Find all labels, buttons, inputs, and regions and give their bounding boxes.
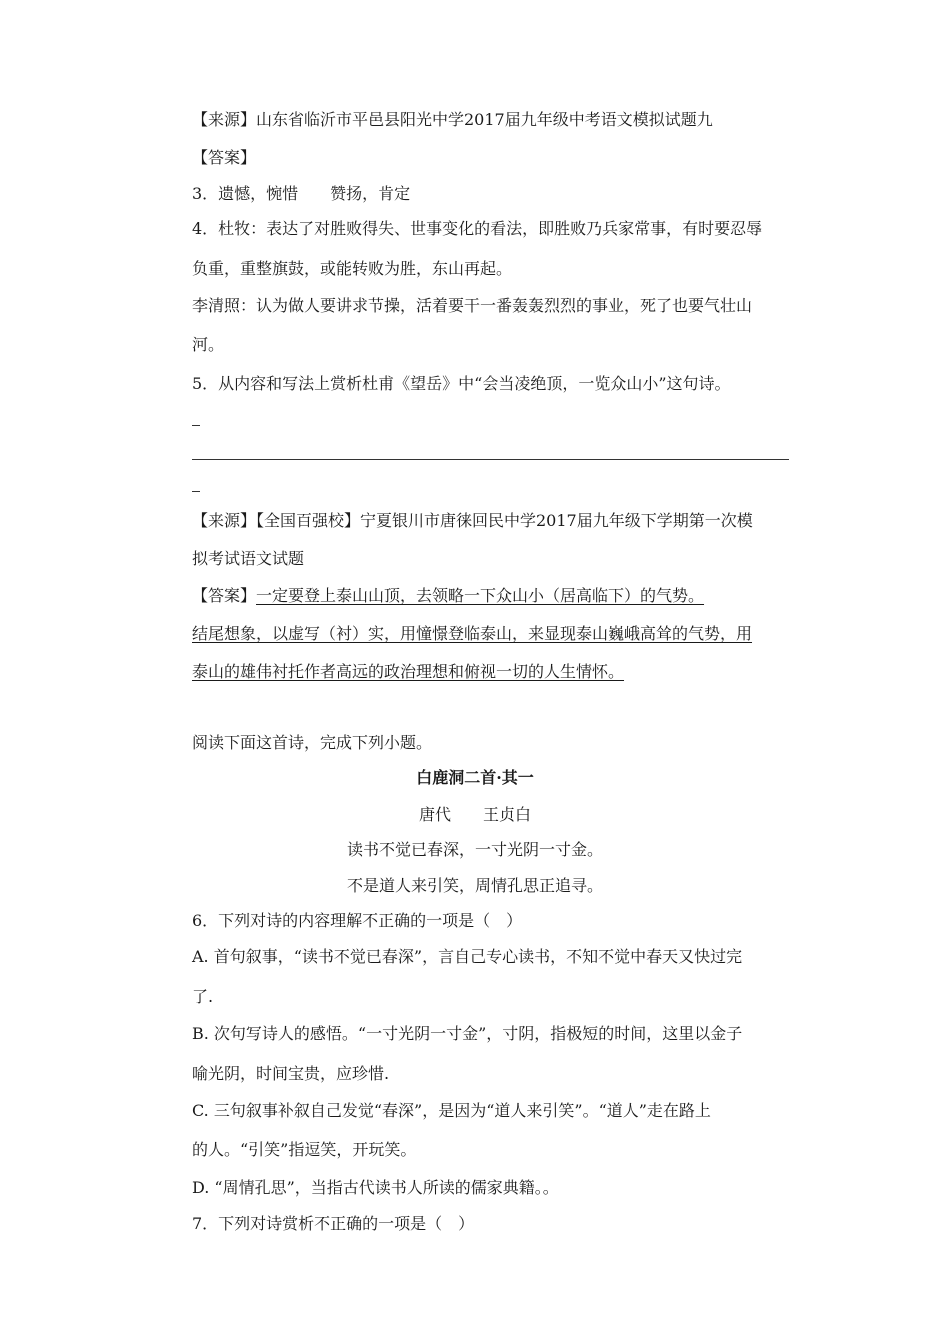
answer-5-line-1 [192, 586, 704, 606]
option-c-line-2: 的人。“引笑”指逗笑，开玩笑。 [192, 1140, 417, 1159]
option-a-line-1: A. 首句叙事，“读书不觉已春深”，言自己专心读书，不知不觉中春天又快过完 [192, 947, 743, 966]
answer-4-line-2: 负重，重整旗鼓，或能转败为胜，东山再起。 [192, 259, 513, 278]
option-c-line-1: C. 三句叙事补叙自己发觉“春深”，是因为“道人来引笑”。“道人”走在路上 [192, 1101, 711, 1120]
source-line-1: 【来源】山东省临沂市平邑县阳光中学2017届九年级中考语文模拟试题九 [192, 110, 713, 129]
poem-author: 唐代 王贞白 [418, 805, 531, 824]
source-line-2b: 拟考试语文试题 [192, 549, 305, 568]
source-line-2a: 【来源】【全国百强校】宁夏银川市唐徕回民中学2017届九年级下学期第一次模 [192, 511, 753, 530]
question-6: 6．下列对诗的内容理解不正确的一项是（ ） [192, 911, 523, 930]
poem-title: 白鹿洞二首·其一 [416, 768, 534, 787]
answer-4-line-3: 李清照：认为做人要讲求节操，活着要干一番轰轰烈烈的事业，死了也要气壮山 [192, 296, 753, 315]
option-b-line-2: 喻光阴，时间宝贵，应珍惜. [192, 1064, 390, 1083]
answer-5-label: 【答案】 [192, 586, 257, 605]
answer-4-line-4: 河。 [192, 335, 225, 354]
question-7: 7．下列对诗赏析不正确的一项是（ ） [192, 1214, 475, 1233]
answer-4-line-1: 4．杜牧：表达了对胜败得失、世事变化的看法，即胜败乃兵家常事，有时要忍辱 [192, 219, 763, 238]
option-a-line-2: 了. [192, 987, 214, 1006]
option-b-line-1: B. 次句写诗人的感悟。“一寸光阴一寸金”，寸阴，指极短的时间，这里以金子 [192, 1024, 743, 1043]
answer-5-line-2: 结尾想象，以虚写（衬）实，用憧憬登临泰山，来显现泰山巍峨高耸的气势，用 [192, 624, 753, 643]
answer-blank-line [192, 459, 789, 460]
answer-5-text-1: 一定要登上泰山山顶，去领略一下众山小（居高临下）的气势。 [256, 586, 705, 605]
reading-instruction: 阅读下面这首诗，完成下列小题。 [192, 733, 433, 752]
option-d: D. “周情孔思”，当指古代读书人所读的儒家典籍。。 [192, 1178, 559, 1197]
answer-3: 3．遗憾，惋惜 赞扬，肯定 [192, 184, 411, 203]
poem-line-1: 读书不觉已春深，一寸光阴一寸金。 [346, 840, 603, 859]
answer-label: 【答案】 [192, 148, 257, 167]
question-5: 5．从内容和写法上赏析杜甫《望岳》中“会当凌绝顶，一览众山小”这句诗。 [192, 374, 731, 393]
answer-blank-end [192, 491, 200, 492]
poem-line-2: 不是道人来引笑，周情孔思正追寻。 [346, 876, 603, 895]
answer-5-line-3: 泰山的雄伟衬托作者高远的政治理想和俯视一切的人生情怀。 [192, 662, 625, 681]
answer-blank-start [192, 425, 200, 426]
